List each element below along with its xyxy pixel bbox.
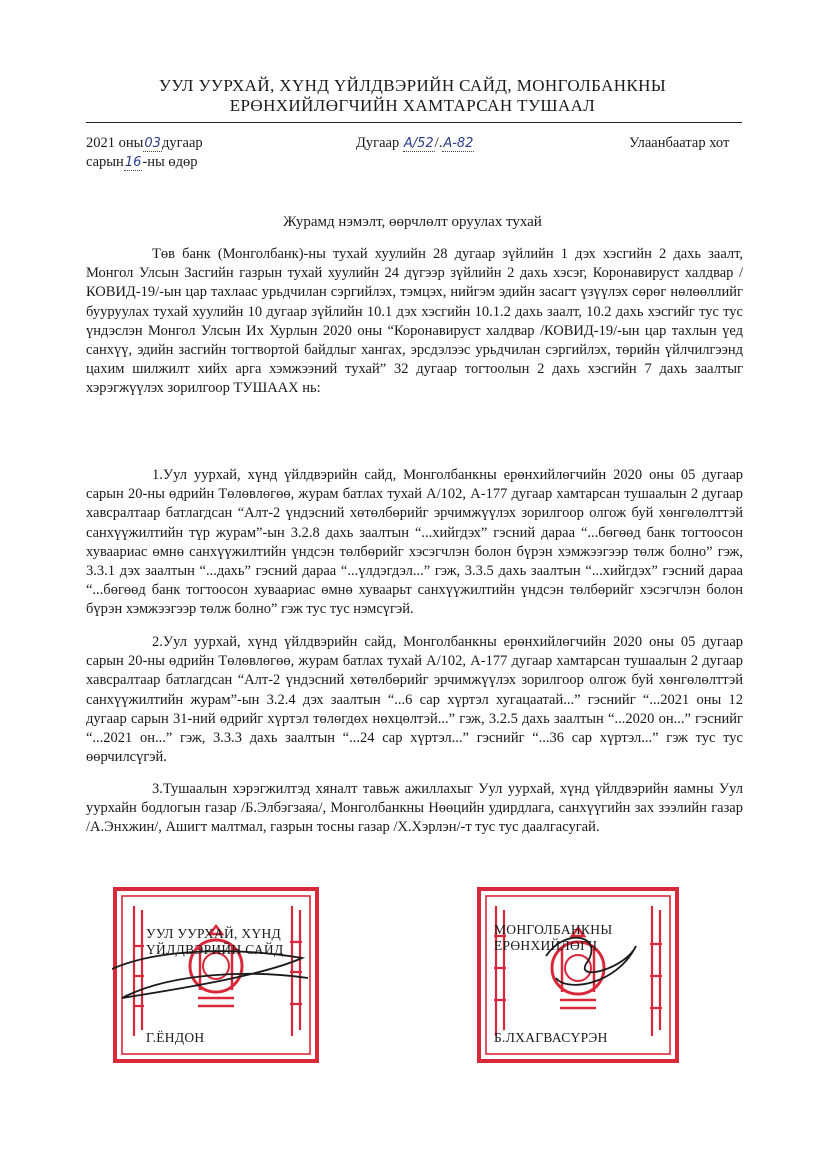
date-line-2 <box>86 153 203 172</box>
right-signer-title-1: МОНГОЛБАНКНЫ <box>494 922 613 937</box>
order-number-handwritten-1: А/52 <box>403 136 434 151</box>
document-subject: Журамд нэмэлт, өөрчлөлт оруулах тухай <box>283 214 542 230</box>
date-line-1 <box>86 134 203 153</box>
clause-3-paragraph: 3.Тушаалын хэрэгжилтэд хяналт тавьж ажиллахыг Уул уурхай, хүнд үйлдвэрийн яамны Уул уурхайн бодлогын газар /Б.Элбэгзаяа/, Монголбанкны Нөөцийн удирдлага, санхүүгийн зах зээлийн газар /А.Энхжин/, Ашигт малтмал, газрын тосны газар /Х.Хэрлэн/-т тус тус даалгасугай. <box>86 781 743 836</box>
clause-2-paragraph: 2.Уул уурхай, хүнд үйлдвэрийн сайд, Монголбанкны ерөнхийлөгчийн 2020 оны 05 дугаар сарын 20-ны өдрийн Төлөвлөгөө, журам батлах тухай А/102, А-177 дугаар хамтарсан тушаалын 2 дугаар хавсралтаар батлагдсан “Алт-2 үндэсний хөтөлбөрийг эрчимжүүлэх зорилгоор олгож буй хөнгөлөлттэй санхүүжилтийн журам”-ын 3.2.4 дэх заалтын “...6 сар хүртэл хугацаатай...” гэснийг “...2021 оны 12 дугаар сарын 31-ний өдрийг хүртэл төлөгдөх нөхцөлтэй...” гэж, 3.2.5 дахь заалтын “...2020 он...” гэснийг “...2021 он...” гэж, 3.3.3 дахь заалтын “...24 сар хүртэл...” гэснийг “...36 сар хүртэл...” гэж тус тус өөрчилсүгэй. <box>86 634 743 766</box>
order-number-label: Дугаар <box>356 135 400 151</box>
right-signer-name: Б.ЛХАГВАСҮРЭН <box>494 1030 608 1045</box>
order-number: Дугаар А/52/.А-82 <box>356 135 474 151</box>
header-line-1: УУЛ УУРХАЙ, ХҮНД ҮЙЛДВЭРИЙН САЙД, МОНГОЛБАНКНЫ <box>158 76 667 95</box>
city: Улаанбаатар хот <box>629 135 730 151</box>
date-day-prefix: сарын <box>86 154 124 170</box>
left-seal-stamp <box>112 886 320 1064</box>
preamble-paragraph: Төв банк (Монголбанк)-ны тухай хуулийн 28 дугаар зүйлийн 1 дэх хэсгийн 2 дахь заалт, Монгол Улсын Засгийн газрын тухай хуулийн 24 дүгээр зүйлийн 2 дахь хэсэг, Коронавируст халдвар /КОВИД-19/-ын цар тахлаас урьдчилан сэргийлэх, тэмцэх, нийгэм эдийн засагт үзүүлэх сөрөг нөлөөллийг бууруулах тухай хуулийн 10 дугаар зүйлийн 10.1 дэх хэсгийн 10.1.2 дахь заалт, 10.2 дахь хэсгийг тус тус үндэслэн Монгол Улсын Их Хурлын 2020 оны “Коронавируст халдвар /КОВИД-19/-ын цар тахлын үед санхүү, эдийн засгийн тогтвортой байдлыг хангах, эрсдэлээс урьдчилан сэргийлэх, төрийн үйлчилгээнд цахим шилжилт хийх арга хэмжээний тухай” 32 дугаар тогтоолын 2 дахь хэсгийн 7 дахь заалтыг хэрэгжүүлэх зорилгоор ТУШААХ нь: <box>86 246 743 397</box>
date-year: 2021 оны <box>86 135 144 151</box>
header-line-2: ЕРӨНХИЙЛӨГЧИЙН ХАМТАРСАН ТУШААЛ <box>229 96 596 115</box>
date-month-handwritten: 03 <box>144 136 161 151</box>
date-month-suffix: дугаар <box>161 135 203 151</box>
order-number-handwritten-2: А-82 <box>443 136 474 151</box>
right-signer-title-2: ЕРӨНХИЙЛӨГЧ <box>494 938 598 953</box>
header-rule <box>86 122 742 123</box>
left-signer-title-1: УУЛ УУРХАЙ, ХҮНД <box>146 926 282 941</box>
left-signer-name: Г.ЁНДОН <box>146 1030 205 1045</box>
left-signer-title-2: ҮЙЛДВЭРИЙН САЙД <box>146 942 284 957</box>
date-day-suffix: -ны өдөр <box>142 154 198 170</box>
date-day-handwritten: 16 <box>124 155 142 170</box>
date-block <box>86 134 203 172</box>
clause-1-paragraph: 1.Уул уурхай, хүнд үйлдвэрийн сайд, Монголбанкны ерөнхийлөгчийн 2020 оны 05 дугаар сарын 20-ны өдрийн Төлөвлөгөө, журам батлах тухай А/102, А-177 дугаар хамтарсан тушаалын 2 дугаар хавсралтаар батлагдсан “Алт-2 үндэсний хөтөлбөрийг эрчимжүүлэх зорилгоор олгож буй хөнгөлөлттэй санхүүжилтийн түр журам”-ын 3.2.8 дахь заалтын “...хийгдэх” гэсний дараа “...бөгөөд банк тогтоосон хуваариас өмнө санхүүжилтийн үндсэн төлбөрийг хэсэгчлэн болон бүрэн хэмжээгээр төлж болно” гэж, 3.3.1 дэх заалтын “...дахь” гэсний дараа “...үлдэгдэл...” гэж, 3.3.5 дахь заалтын “...хийгдэх” гэсний дараа “...бөгөөд банк тогтоосон хуваариас өмнө хуваарьт санхүүжилтийн үндсэн төлбөрийг хэсэгчлэн болон бүрэн хэмжээгээр төлж болно” гэж тус тус нэмсүгэй. <box>86 467 743 618</box>
